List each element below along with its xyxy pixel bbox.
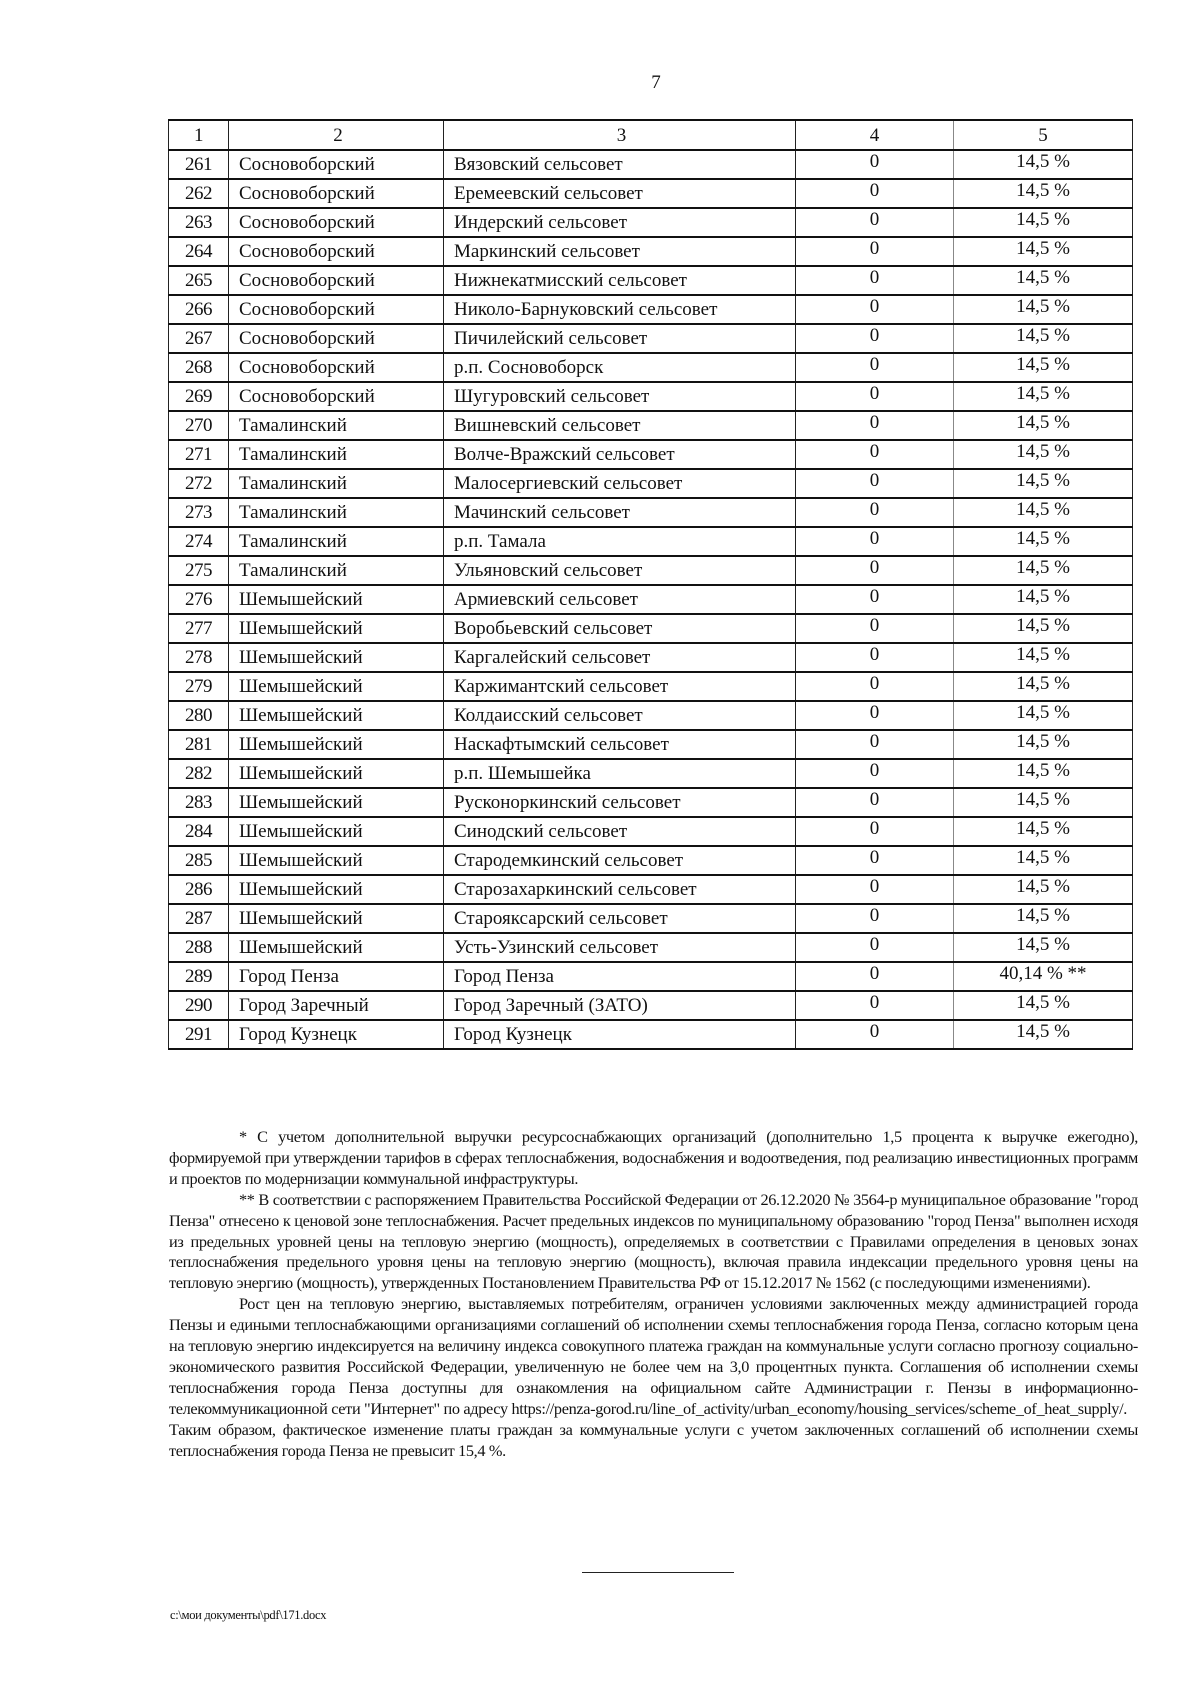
index-percent: 14,5 % <box>954 643 1133 672</box>
row-number: 289 <box>169 962 229 991</box>
column-header-4: 4 <box>796 120 954 150</box>
table-row <box>169 469 1133 498</box>
row-number: 267 <box>169 324 229 353</box>
municipality-name: Еремеевский сельсовет <box>444 179 796 208</box>
table-row <box>169 237 1133 266</box>
value-column-4: 0 <box>796 817 954 846</box>
index-percent: 14,5 % <box>954 933 1133 962</box>
table-row <box>169 498 1133 527</box>
value-column-4: 0 <box>796 150 954 179</box>
district-name: Тамалинский <box>229 411 444 440</box>
row-number: 266 <box>169 295 229 324</box>
row-number: 274 <box>169 527 229 556</box>
value-column-4: 0 <box>796 788 954 817</box>
table-row <box>169 440 1133 469</box>
value-column-4: 0 <box>796 904 954 933</box>
municipality-name: Русконоркинский сельсовет <box>444 788 796 817</box>
value-column-4: 0 <box>796 411 954 440</box>
table-row <box>169 846 1133 875</box>
table-row <box>169 904 1133 933</box>
table-row <box>169 643 1133 672</box>
value-column-4: 0 <box>796 527 954 556</box>
index-percent: 14,5 % <box>954 382 1133 411</box>
table-row <box>169 933 1133 962</box>
municipality-name: р.п. Сосновоборск <box>444 353 796 382</box>
index-percent: 14,5 % <box>954 759 1133 788</box>
value-column-4: 0 <box>796 179 954 208</box>
page-number: 7 <box>651 72 661 93</box>
district-name: Шемышейский <box>229 730 444 759</box>
municipality-name: Город Заречный (ЗАТО) <box>444 991 796 1020</box>
value-column-4: 0 <box>796 846 954 875</box>
municipality-name: Каржимантский сельсовет <box>444 672 796 701</box>
municipality-name: Мачинский сельсовет <box>444 498 796 527</box>
district-name: Шемышейский <box>229 933 444 962</box>
index-percent: 40,14 % ** <box>954 962 1133 991</box>
municipality-name: Каргалейский сельсовет <box>444 643 796 672</box>
value-column-4: 0 <box>796 237 954 266</box>
table-row <box>169 556 1133 585</box>
index-percent: 14,5 % <box>954 556 1133 585</box>
table-row <box>169 266 1133 295</box>
row-number: 270 <box>169 411 229 440</box>
value-column-4: 0 <box>796 382 954 411</box>
district-name: Шемышейский <box>229 701 444 730</box>
district-name: Сосновоборский <box>229 382 444 411</box>
municipality-name: Синодский сельсовет <box>444 817 796 846</box>
row-number: 279 <box>169 672 229 701</box>
table-row <box>169 208 1133 237</box>
municipality-name: Усть-Узинский сельсовет <box>444 933 796 962</box>
row-number: 280 <box>169 701 229 730</box>
row-number: 281 <box>169 730 229 759</box>
municipality-name: Вишневский сельсовет <box>444 411 796 440</box>
municipality-name: Малосергиевский сельсовет <box>444 469 796 498</box>
municipality-name: Шугуровский сельсовет <box>444 382 796 411</box>
table-row <box>169 527 1133 556</box>
footnote-single-star: * С учетом дополнительной выручки ресурсоснабжающих организаций (дополнительно 1,5 процента к выручке ежегодно), формируемой при утверждении тарифов в сферах теплоснабжения, водоснабжения и водоотведения, под реализацию инвестиционных программ и проектов по модернизации коммунальной инфраструктуры. <box>169 1127 1138 1188</box>
row-number: 286 <box>169 875 229 904</box>
row-number: 284 <box>169 817 229 846</box>
value-column-4: 0 <box>796 962 954 991</box>
district-name: Шемышейский <box>229 904 444 933</box>
municipality-name: Наскафтымский сельсовет <box>444 730 796 759</box>
value-column-4: 0 <box>796 643 954 672</box>
row-number: 278 <box>169 643 229 672</box>
table-row <box>169 962 1133 991</box>
district-name: Тамалинский <box>229 527 444 556</box>
index-percent: 14,5 % <box>954 1020 1133 1049</box>
value-column-4: 0 <box>796 991 954 1020</box>
municipality-name: Город Кузнецк <box>444 1020 796 1049</box>
district-name: Сосновоборский <box>229 266 444 295</box>
municipality-name: Ульяновский сельсовет <box>444 556 796 585</box>
value-column-4: 0 <box>796 933 954 962</box>
row-number: 263 <box>169 208 229 237</box>
file-path-footer: c:\мои документы\pdf\171.docx <box>170 1608 327 1622</box>
district-name: Шемышейский <box>229 672 444 701</box>
value-column-4: 0 <box>796 759 954 788</box>
municipality-name: Старозахаркинский сельсовет <box>444 875 796 904</box>
row-number: 282 <box>169 759 229 788</box>
row-number: 261 <box>169 150 229 179</box>
value-column-4: 0 <box>796 875 954 904</box>
table-header-row <box>169 120 1133 150</box>
district-name: Тамалинский <box>229 440 444 469</box>
district-name: Сосновоборский <box>229 353 444 382</box>
municipality-name: Пичилейский сельсовет <box>444 324 796 353</box>
table-row <box>169 1020 1133 1049</box>
value-column-4: 0 <box>796 730 954 759</box>
index-percent: 14,5 % <box>954 266 1133 295</box>
index-percent: 14,5 % <box>954 295 1133 324</box>
district-name: Сосновоборский <box>229 295 444 324</box>
conclusion-paragraph: Таким образом, фактическое изменение платы граждан за коммунальные услуги с учетом заключенных соглашений об исполнении схемы теплоснабжения города Пенза не превысит 15,4 %. <box>169 1419 1138 1460</box>
district-name: Сосновоборский <box>229 150 444 179</box>
table-row <box>169 353 1133 382</box>
end-separator-line <box>582 1572 734 1573</box>
municipality-name: Николо-Барнуковский сельсовет <box>444 295 796 324</box>
index-percent: 14,5 % <box>954 846 1133 875</box>
municipality-name: Стародемкинский сельсовет <box>444 846 796 875</box>
index-percent: 14,5 % <box>954 150 1133 179</box>
row-number: 268 <box>169 353 229 382</box>
municipality-name: Нижнекатмисский сельсовет <box>444 266 796 295</box>
value-column-4: 0 <box>796 672 954 701</box>
row-number: 265 <box>169 266 229 295</box>
row-number: 283 <box>169 788 229 817</box>
district-name: Тамалинский <box>229 469 444 498</box>
municipality-name: Старояксарский сельсовет <box>444 904 796 933</box>
district-name: Сосновоборский <box>229 179 444 208</box>
municipality-name: Волче-Вражский сельсовет <box>444 440 796 469</box>
district-name: Город Заречный <box>229 991 444 1020</box>
table-row <box>169 585 1133 614</box>
value-column-4: 0 <box>796 701 954 730</box>
value-column-4: 0 <box>796 295 954 324</box>
value-column-4: 0 <box>796 614 954 643</box>
district-name: Шемышейский <box>229 817 444 846</box>
index-percent: 14,5 % <box>954 614 1133 643</box>
column-header-2: 2 <box>229 120 444 150</box>
column-header-5: 5 <box>954 120 1133 150</box>
index-percent: 14,5 % <box>954 208 1133 237</box>
column-header-3: 3 <box>444 120 796 150</box>
district-name: Город Пенза <box>229 962 444 991</box>
row-number: 277 <box>169 614 229 643</box>
row-number: 276 <box>169 585 229 614</box>
table-row <box>169 672 1133 701</box>
index-percent: 14,5 % <box>954 817 1133 846</box>
index-percent: 14,5 % <box>954 179 1133 208</box>
index-percent: 14,5 % <box>954 788 1133 817</box>
price-growth-paragraph: Рост цен на тепловую энергию, выставляемых потребителям, ограничен условиями заключенных между администрацией города Пензы и едиными теплоснабжающими организациями соглашений об исполнении схемы теплоснабжения города Пенза, согласно которым цена на тепловую энергию индексируется на величину индекса совокупного платежа граждан на коммунальные услуги согласно прогнозу социально-экономического развития Российской Федерации, увеличенную не более чем на 3,0 процентных пункта. Соглашения об исполнении схемы теплоснабжения города Пенза доступны для ознакомления на официальном сайте Администрации г. Пензы в информационно-телекоммуникационной сети "Интернет" по адресу https://penza-gorod.ru/line_of_activity/urban_economy/housing_services/scheme_of_heat_supply/. <box>169 1294 1138 1418</box>
municipality-name: Колдаисский сельсовет <box>444 701 796 730</box>
index-percent: 14,5 % <box>954 324 1133 353</box>
district-name: Шемышейский <box>229 846 444 875</box>
index-percent: 14,5 % <box>954 875 1133 904</box>
table-row <box>169 875 1133 904</box>
district-name: Шемышейский <box>229 585 444 614</box>
row-number: 264 <box>169 237 229 266</box>
row-number: 291 <box>169 1020 229 1049</box>
municipality-name: Маркинский сельсовет <box>444 237 796 266</box>
value-column-4: 0 <box>796 1020 954 1049</box>
index-percent: 14,5 % <box>954 498 1133 527</box>
table-row <box>169 295 1133 324</box>
index-percent: 14,5 % <box>954 469 1133 498</box>
data-table <box>168 119 1133 1050</box>
municipality-name: Вязовский сельсовет <box>444 150 796 179</box>
index-percent: 14,5 % <box>954 991 1133 1020</box>
table-row <box>169 382 1133 411</box>
municipality-name: р.п. Шемышейка <box>444 759 796 788</box>
notes-section <box>169 1127 1138 1462</box>
table-row <box>169 817 1133 846</box>
index-percent: 14,5 % <box>954 730 1133 759</box>
municipality-name: Город Пенза <box>444 962 796 991</box>
district-name: Тамалинский <box>229 498 444 527</box>
index-percent: 14,5 % <box>954 237 1133 266</box>
table-row <box>169 759 1133 788</box>
index-percent: 14,5 % <box>954 672 1133 701</box>
district-name: Шемышейский <box>229 788 444 817</box>
district-name: Шемышейский <box>229 643 444 672</box>
row-number: 287 <box>169 904 229 933</box>
district-name: Сосновоборский <box>229 237 444 266</box>
table-row <box>169 991 1133 1020</box>
column-header-1: 1 <box>169 120 229 150</box>
index-percent: 14,5 % <box>954 904 1133 933</box>
table-row <box>169 701 1133 730</box>
municipality-name: Армиевский сельсовет <box>444 585 796 614</box>
district-name: Шемышейский <box>229 759 444 788</box>
municipality-name: р.п. Тамала <box>444 527 796 556</box>
row-number: 273 <box>169 498 229 527</box>
index-percent: 14,5 % <box>954 353 1133 382</box>
value-column-4: 0 <box>796 324 954 353</box>
row-number: 285 <box>169 846 229 875</box>
value-column-4: 0 <box>796 556 954 585</box>
index-percent: 14,5 % <box>954 701 1133 730</box>
value-column-4: 0 <box>796 353 954 382</box>
row-number: 288 <box>169 933 229 962</box>
district-name: Шемышейский <box>229 875 444 904</box>
table-row <box>169 411 1133 440</box>
row-number: 269 <box>169 382 229 411</box>
value-column-4: 0 <box>796 469 954 498</box>
index-percent: 14,5 % <box>954 585 1133 614</box>
row-number: 290 <box>169 991 229 1020</box>
footnote-double-star: ** В соответствии с распоряжением Правительства Российской Федерации от 26.12.2020 № 3564-р муниципальное образование "город Пенза" отнесено к ценовой зоне теплоснабжения. Расчет предельных индексов по муниципальному образованию "город Пенза" выполнен исходя из предельных уровней цены на тепловую энергию (мощность), определяемых в соответствии с Правилами определения в ценовых зонах теплоснабжения предельного уровня цены на тепловую энергию (мощность), включая правила индексации предельного уровня цены на тепловую энергию (мощность), утвержденных Постановлением Правительства РФ от 15.12.2017 № 1562 (с последующими изменениями). <box>169 1189 1138 1293</box>
row-number: 271 <box>169 440 229 469</box>
row-number: 262 <box>169 179 229 208</box>
municipality-name: Воробьевский сельсовет <box>444 614 796 643</box>
table-row <box>169 788 1133 817</box>
district-name: Тамалинский <box>229 556 444 585</box>
index-percent: 14,5 % <box>954 440 1133 469</box>
district-name: Шемышейский <box>229 614 444 643</box>
index-percent: 14,5 % <box>954 527 1133 556</box>
table-row <box>169 730 1133 759</box>
value-column-4: 0 <box>796 208 954 237</box>
value-column-4: 0 <box>796 266 954 295</box>
table-row <box>169 614 1133 643</box>
row-number: 272 <box>169 469 229 498</box>
table-row <box>169 324 1133 353</box>
table-row <box>169 179 1133 208</box>
value-column-4: 0 <box>796 498 954 527</box>
table-row <box>169 150 1133 179</box>
district-name: Сосновоборский <box>229 208 444 237</box>
value-column-4: 0 <box>796 440 954 469</box>
district-name: Сосновоборский <box>229 324 444 353</box>
municipality-name: Индерский сельсовет <box>444 208 796 237</box>
district-name: Город Кузнецк <box>229 1020 444 1049</box>
value-column-4: 0 <box>796 585 954 614</box>
index-percent: 14,5 % <box>954 411 1133 440</box>
row-number: 275 <box>169 556 229 585</box>
